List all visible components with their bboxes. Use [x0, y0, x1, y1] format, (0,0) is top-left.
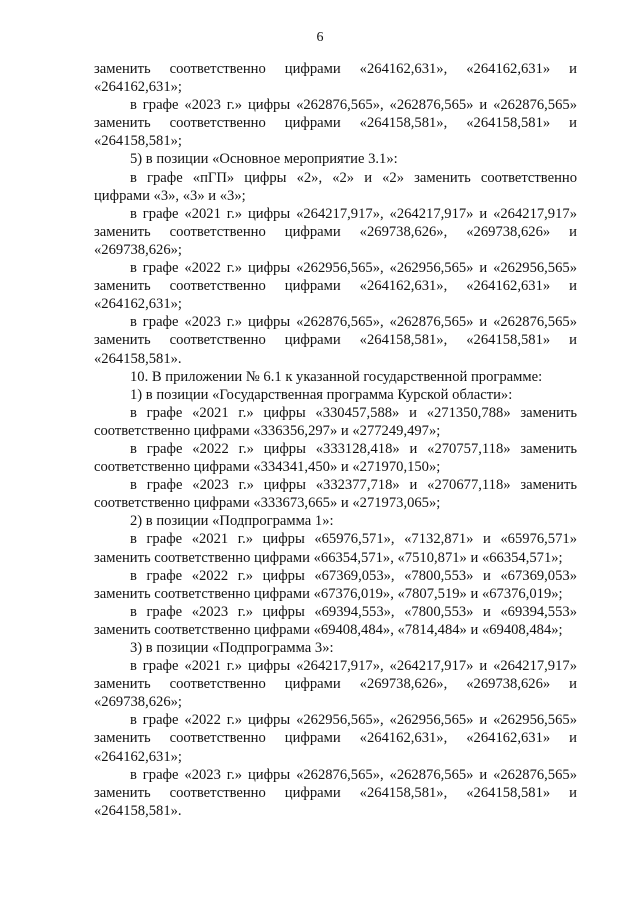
paragraph: 10. В приложении № 6.1 к указанной государственной программе: [130, 368, 543, 385]
paragraph: в графе «2022 г.» цифры «333128,418» и «270757,118» заменить соответственно цифрами «334341,450» и «271970,150»; [94, 440, 577, 476]
paragraph: в графе «2023 г.» цифры «262876,565», «262876,565» и «262876,565» заменить соответственно цифрами «264158,581», «264158,581» и «264158,581». [94, 314, 577, 367]
paragraph: в графе «2021 г.» цифры «264217,917», «264217,917» и «264217,917» заменить соответственно цифрами «269738,626», «269738,626» и «269738,626»; [94, 205, 577, 258]
paragraph: в графе «2023 г.» цифры «262876,565», «262876,565» и «262876,565» заменить соответственно цифрами «264158,581», «264158,581» и «264158,581»; [94, 97, 577, 150]
document-body [94, 60, 577, 820]
paragraph: 2) в позиции «Подпрограмма 1»: [130, 513, 334, 530]
paragraph: в графе «2023 г.» цифры «262876,565», «262876,565» и «262876,565» заменить соответственно цифрами «264158,581», «264158,581» и «264158,581». [94, 766, 577, 819]
paragraph: 1) в позиции «Государственная программа Курской области»: [130, 386, 513, 403]
paragraph: в графе «2022 г.» цифры «262956,565», «262956,565» и «262956,565» заменить соответственно цифрами «264162,631», «264162,631» и «264162,631»; [94, 712, 577, 765]
paragraph: в графе «2021 г.» цифры «65976,571», «7132,871» и «65976,571» заменить соответственно цифрами «66354,571», «7510,871» и «66354,571»; [94, 531, 577, 566]
paragraph: 5) в позиции «Основное мероприятие 3.1»: [130, 151, 398, 168]
paragraph: в графе «2023 г.» цифры «332377,718» и «270677,118» заменить соответственно цифрами «333673,665» и «271973,065»; [94, 477, 577, 512]
paragraph: в графе «2021 г.» цифры «330457,588» и «271350,788» заменить соответственно цифрами «336356,297» и «277249,497»; [94, 404, 577, 439]
paragraph: 3) в позиции «Подпрограмма 3»: [130, 640, 334, 656]
paragraph: в графе «2022 г.» цифры «262956,565», «262956,565» и «262956,565» заменить соответственно цифрами «264162,631», «264162,631» и «264162,631»; [94, 260, 577, 313]
page-number: 6 [316, 30, 324, 45]
paragraph: в графе «2022 г.» цифры «67369,053», «7800,553» и «67369,053» заменить соответственно цифрами «67376,019», «7807,519» и «67376,019»; [94, 567, 577, 602]
paragraph: в графе «2023 г.» цифры «69394,553», «7800,553» и «69394,553» заменить соответственно цифрами «69408,484», «7814,484» и «69408,484»; [94, 603, 577, 638]
paragraph: заменить соответственно цифрами «264162,631», «264162,631» и «264162,631»; [94, 61, 577, 96]
paragraph: в графе «пГП» цифры «2», «2» и «2» заменить соответственно цифрами «3», «3» и «3»; [94, 169, 577, 204]
paragraph: в графе «2021 г.» цифры «264217,917», «264217,917» и «264217,917» заменить соответственно цифрами «269738,626», «269738,626» и «269738,626»; [94, 658, 577, 711]
